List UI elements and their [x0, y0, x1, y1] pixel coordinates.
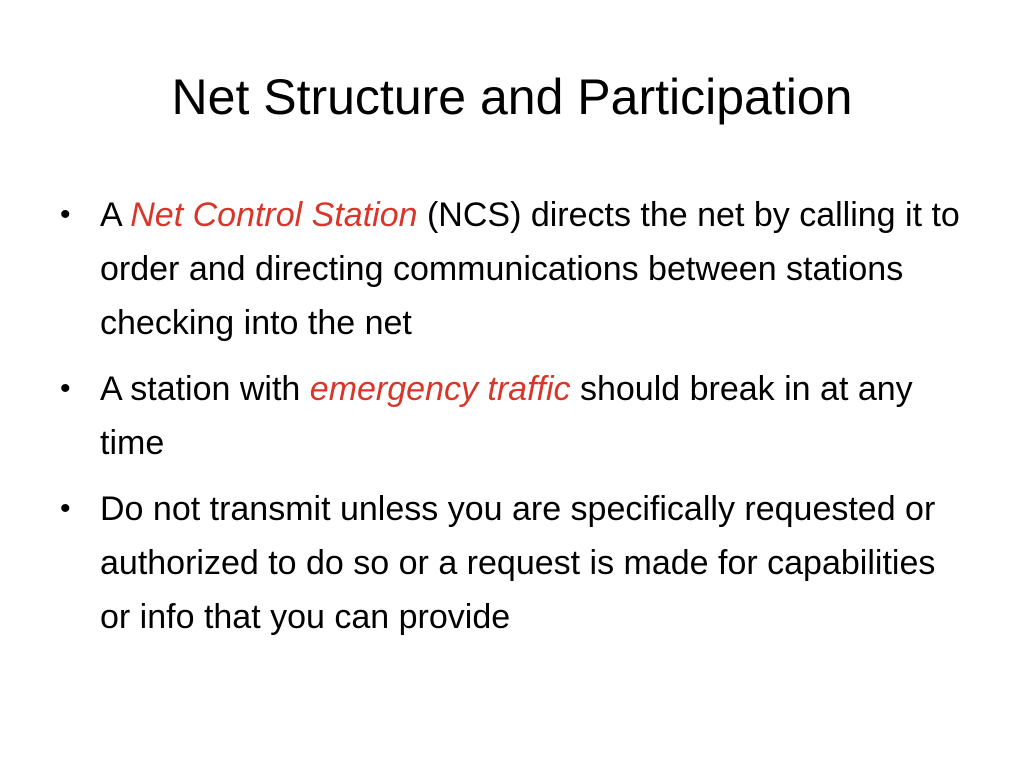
emphasis-text: emergency traffic — [309, 370, 571, 408]
bullet-list — [60, 188, 960, 656]
bullet-text: (NCS) directs the net by calling it to order and directing communications between stations checking into the net — [100, 196, 960, 342]
bullet-text: Do not transmit unless you are specifically requested or authorized to do so or a request is made for capabilities or info that you can provide — [100, 490, 936, 636]
bullet-marker-icon: • — [60, 198, 71, 231]
bullet-text: should break in at any time — [100, 370, 913, 462]
bullet-text: A station with — [100, 370, 310, 408]
bullet-marker-icon: • — [60, 372, 71, 405]
bullet-text: A — [100, 196, 131, 234]
bullet-item-emergency — [60, 362, 960, 470]
bullet-item-transmit — [60, 482, 960, 644]
emphasis-text: Net Control Station — [130, 196, 418, 234]
bullet-item-ncs — [60, 188, 960, 350]
bullet-marker-icon: • — [60, 492, 71, 525]
slide-title: Net Structure and Participation — [171, 69, 853, 125]
